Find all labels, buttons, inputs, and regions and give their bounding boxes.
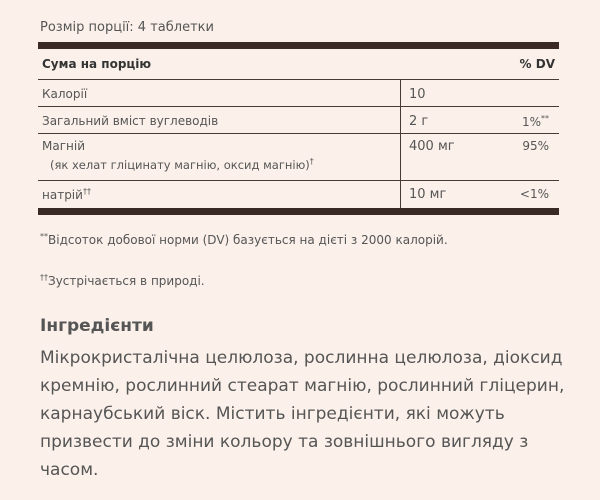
header-dv: % DV bbox=[519, 57, 555, 71]
table-row bbox=[38, 80, 559, 107]
nutrient-amount: 400 мг bbox=[409, 139, 455, 154]
nutrient-dv: <1% bbox=[519, 187, 549, 201]
nutrient-dv: 95% bbox=[522, 139, 549, 153]
serving-size: Розмір порції: 4 таблетки bbox=[40, 20, 214, 35]
thick-divider-bottom bbox=[38, 208, 559, 215]
footnote-dv bbox=[40, 232, 448, 247]
table-header bbox=[38, 49, 559, 79]
nutrient-subtext-text: (як хелат гліцинату магнію, оксид магнію) bbox=[50, 157, 310, 172]
nutrient-name: Загальний вміст вуглеводів bbox=[38, 107, 401, 133]
footnote-text: Відсоток добової норми (DV) базується на дієті з 2000 калорій. bbox=[48, 233, 448, 247]
thick-divider bbox=[38, 42, 559, 49]
table-row bbox=[38, 181, 559, 208]
ingredients-text: Мікрокристалічна целюлоза, рослинна целюлоза, діоксид кремнію, рослинний стеарат магнію, рослинний гліцерин, карнаубський віск. Містить інгредієнти, які можуть призвести до зміни кольору та зовнішнього вигляду з часом. bbox=[40, 348, 565, 480]
nutrient-amount: 10 мг bbox=[409, 187, 447, 202]
supplement-facts-panel bbox=[38, 0, 559, 215]
footnote-mark: ** bbox=[541, 114, 549, 123]
header-amount-per-serving: Сума на порцію bbox=[42, 57, 152, 71]
nutrient-dv-cell bbox=[486, 107, 559, 133]
footnote-mark: † bbox=[309, 157, 314, 166]
ingredients-title: Інгредієнти bbox=[40, 316, 154, 336]
nutrient-name-cell bbox=[38, 181, 401, 208]
nutrient-name: Магній bbox=[42, 139, 85, 153]
nutrient-dv: 1% bbox=[521, 115, 541, 129]
nutrient-name-cell bbox=[38, 134, 401, 180]
footnote-natural bbox=[40, 273, 205, 288]
table-row bbox=[38, 134, 559, 181]
table-row bbox=[38, 107, 559, 134]
footnote-mark: †† bbox=[82, 187, 91, 196]
nutrient-dv bbox=[486, 80, 559, 106]
nutrient-amount: 2 г bbox=[409, 114, 429, 129]
footnote-text: Зустрічається в природі. bbox=[48, 274, 205, 288]
nutrient-amount: 10 bbox=[409, 87, 426, 102]
nutrient-subtext bbox=[42, 157, 396, 172]
nutrient-name: натрій bbox=[42, 188, 83, 202]
nutrient-name: Калорії bbox=[38, 80, 401, 106]
footnote-mark: ** bbox=[40, 232, 48, 241]
footnote-mark: †† bbox=[40, 273, 48, 282]
